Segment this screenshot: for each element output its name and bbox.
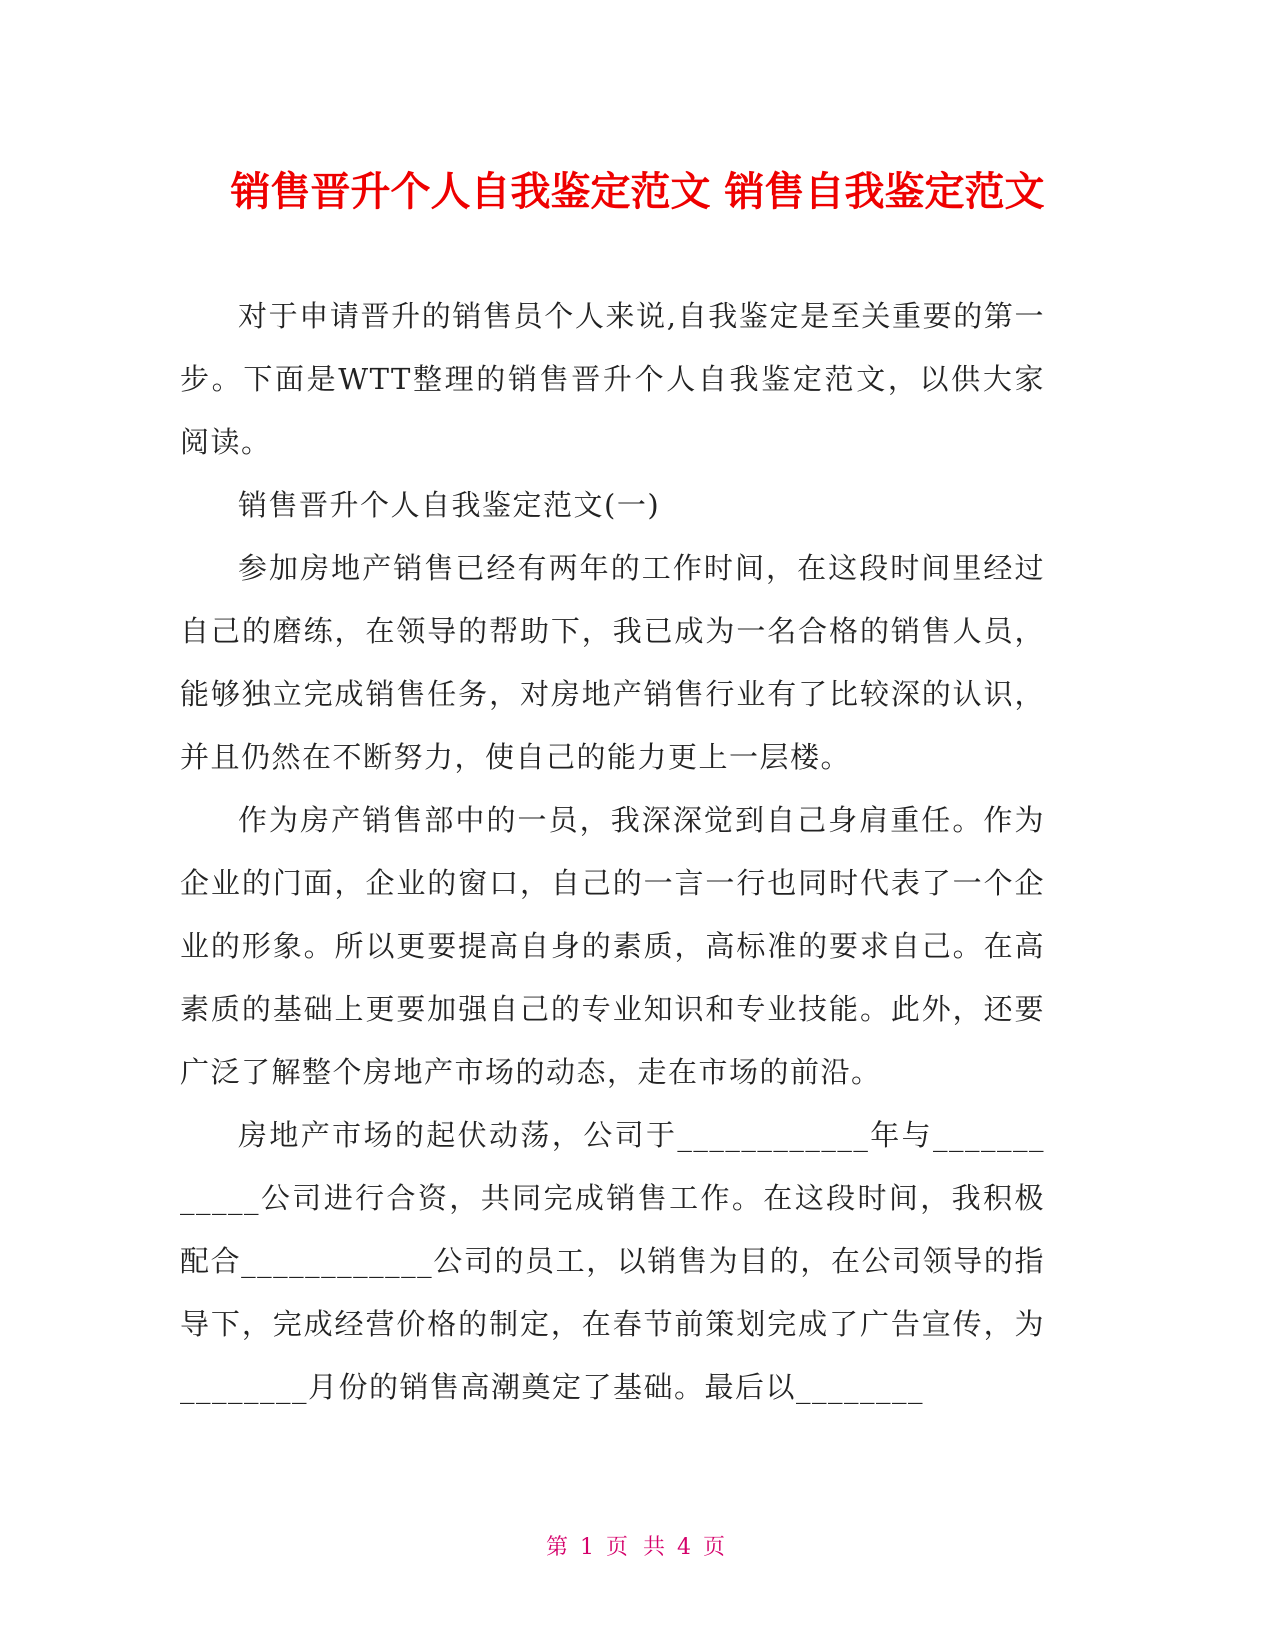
document-body: [180, 285, 1045, 1419]
page-label-prefix: 第: [545, 1535, 572, 1560]
page-label-suffix: 页: [703, 1535, 730, 1560]
intro-paragraph: 对于申请晋升的销售员个人来说,自我鉴定是至关重要的第一步。下面是WTT整理的销售晋升个人自我鉴定范文，以供大家阅读。: [180, 299, 1045, 459]
body-paragraph: 参加房地产销售已经有两年的工作时间，在这段时间里经过自己的磨练，在领导的帮助下，我已成为一名合格的销售人员，能够独立完成销售任务，对房地产销售行业有了比较深的认识，并且仍然在不断努力，使自己的能力更上一层楼。: [180, 551, 1045, 774]
current-page-number: 1: [580, 1535, 598, 1560]
total-pages-number: 4: [677, 1535, 695, 1560]
body-paragraph: 房地产市场的起伏动荡，公司于____________年与____________公司进行合资，共同完成销售工作。在这段时间，我积极配合____________公司的员工，以销售为目的，在公司领导的指导下，完成经营价格的制定，在春节前策划完成了广告宣传，为________月份的销售高潮奠定了基础。最后以________: [180, 1118, 1045, 1404]
page-label-mid: 页 共: [606, 1535, 669, 1560]
body-paragraph: 作为房产销售部中的一员，我深深觉到自己身肩重任。作为企业的门面，企业的窗口，自己的一言一行也同时代表了一个企业的形象。所以更要提高自身的素质，高标准的要求自己。在高素质的基础上更要加强自己的专业知识和专业技能。此外，还要广泛了解整个房地产市场的动态，走在市场的前沿。: [180, 803, 1045, 1089]
section-heading: 销售晋升个人自我鉴定范文(一): [238, 488, 661, 522]
page-footer: [0, 1530, 1275, 1561]
document-title: 销售晋升个人自我鉴定范文 销售自我鉴定范文: [230, 169, 1045, 215]
